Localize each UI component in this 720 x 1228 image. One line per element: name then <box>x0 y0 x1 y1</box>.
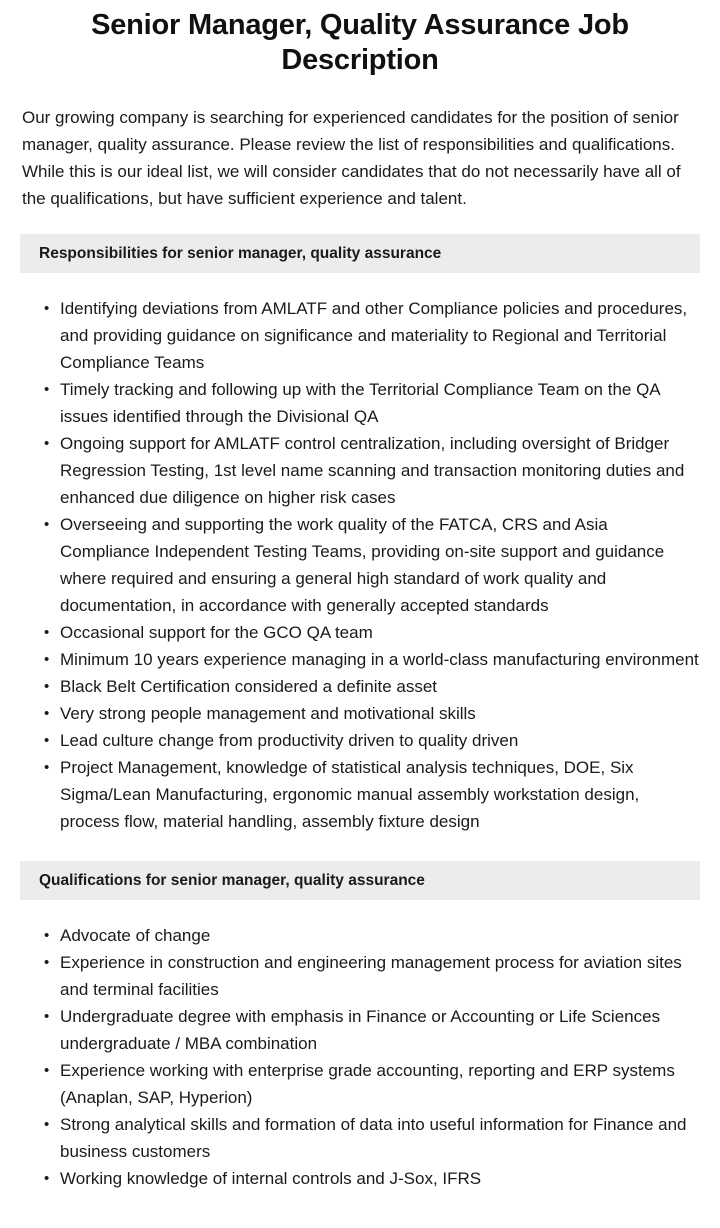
list-item: • Very strong people management and motivational skills <box>60 700 700 727</box>
bottom-spacer <box>0 1192 720 1228</box>
responsibilities-list <box>0 273 720 835</box>
list-item: • Undergraduate degree with emphasis in Finance or Accounting or Life Sciences undergraduate / MBA combination <box>60 1003 700 1057</box>
list-item: • Working knowledge of internal controls and J-Sox, IFRS <box>60 1165 700 1192</box>
list-item: • Experience working with enterprise grade accounting, reporting and ERP systems (Anaplan, SAP, Hyperion) <box>60 1057 700 1111</box>
list-item: • Overseeing and supporting the work quality of the FATCA, CRS and Asia Compliance Independent Testing Teams, providing on-site support and guidance where required and ensuring a general high standard of work quality and documentation, in accordance with generally accepted standards <box>60 511 700 619</box>
list-item: • Identifying deviations from AMLATF and other Compliance policies and procedures, and providing guidance on significance and materiality to Regional and Territorial Compliance Teams <box>60 295 700 376</box>
responsibilities-header: Responsibilities for senior manager, quality assurance <box>20 234 700 273</box>
list-item: • Lead culture change from productivity driven to quality driven <box>60 727 700 754</box>
list-item: • Ongoing support for AMLATF control centralization, including oversight of Bridger Regression Testing, 1st level name scanning and transaction monitoring duties and enhanced due diligence on higher risk cases <box>60 430 700 511</box>
list-item: • Experience in construction and engineering management process for aviation sites and terminal facilities <box>60 949 700 1003</box>
intro-paragraph: Our growing company is searching for experienced candidates for the position of senior manager, quality assurance. Please review the list of responsibilities and qualifications. While this is our ideal list, we will consider candidates that do not necessarily have all of the qualifications, but have sufficient experience and talent. <box>22 108 681 208</box>
qualifications-header: Qualifications for senior manager, quality assurance <box>20 861 700 900</box>
page-title: Senior Manager, Quality Assurance Job Description <box>91 9 629 76</box>
list-item: • Minimum 10 years experience managing in a world-class manufacturing environment <box>60 646 700 673</box>
list-item: • Strong analytical skills and formation of data into useful information for Finance and business customers <box>60 1111 700 1165</box>
list-item: • Black Belt Certification considered a definite asset <box>60 673 700 700</box>
qualifications-section <box>0 861 720 1192</box>
responsibilities-section <box>0 234 720 835</box>
list-item: • Advocate of change <box>60 922 700 949</box>
list-item: • Timely tracking and following up with the Territorial Compliance Team on the QA issues identified through the Divisional QA <box>60 376 700 430</box>
list-item: • Project Management, knowledge of statistical analysis techniques, DOE, Six Sigma/Lean Manufacturing, ergonomic manual assembly workstation design, process flow, material handling, assembly fixture design <box>60 754 700 835</box>
list-item: • Occasional support for the GCO QA team <box>60 619 700 646</box>
qualifications-list <box>0 900 720 1192</box>
